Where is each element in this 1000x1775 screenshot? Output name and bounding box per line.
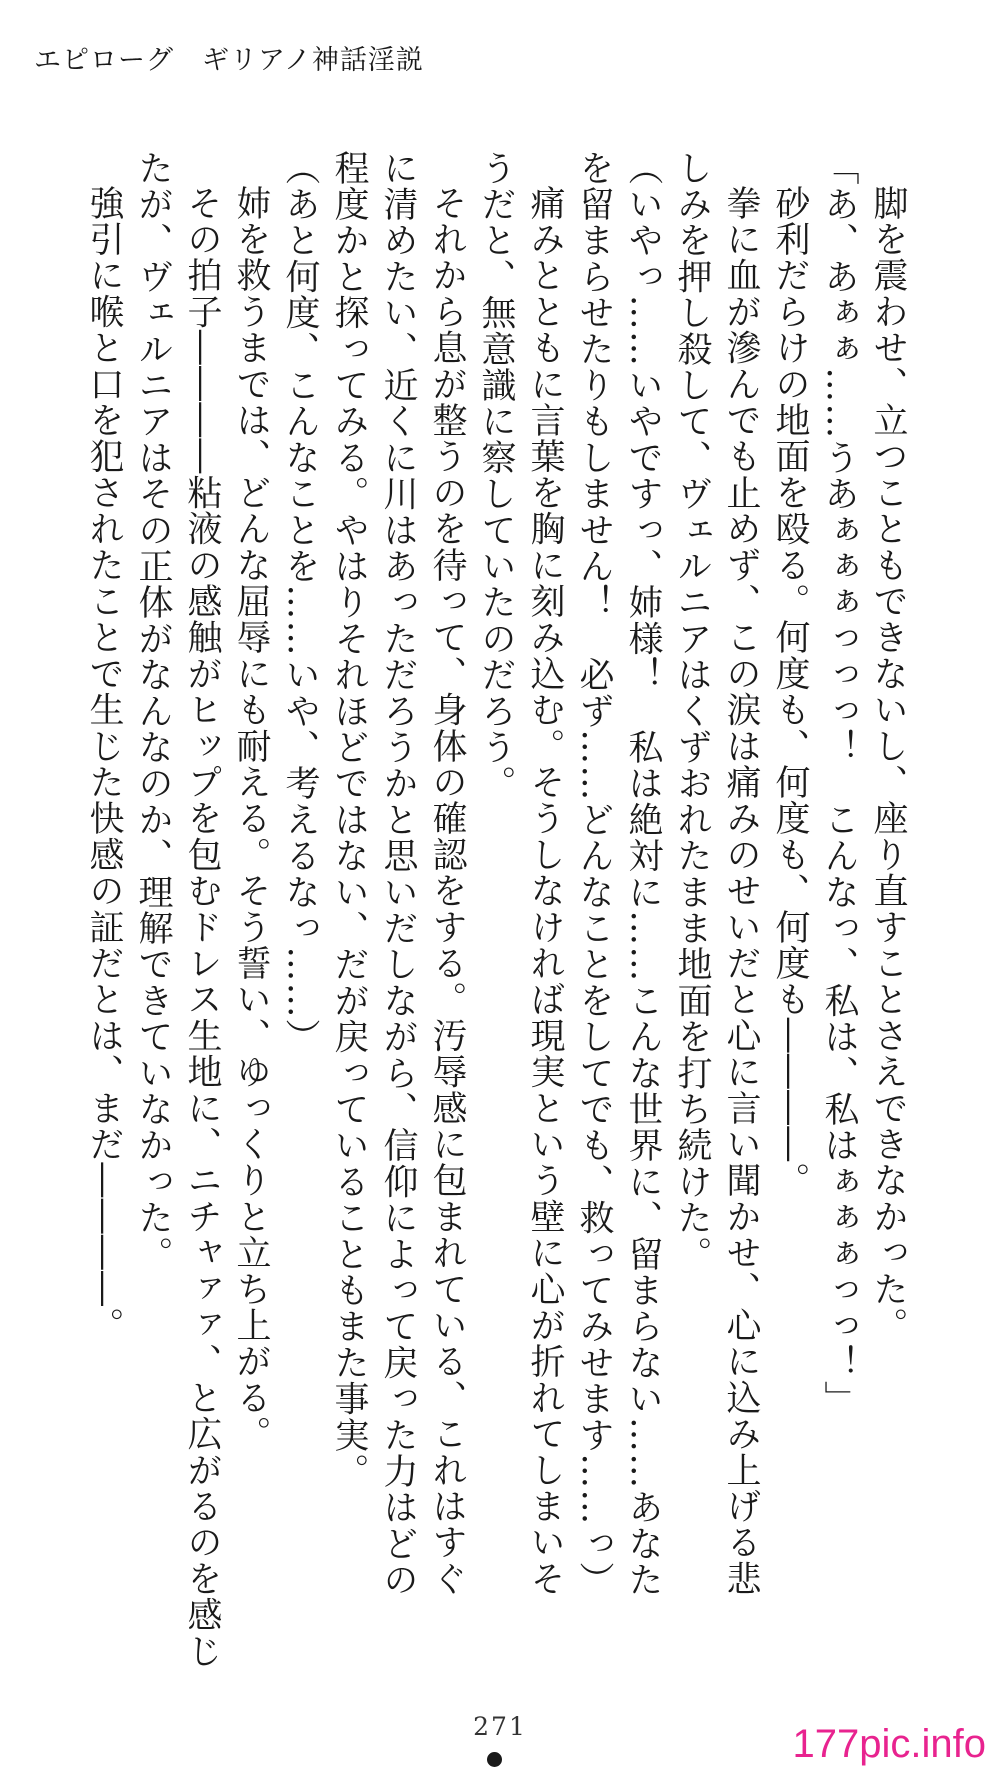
watermark: 177pic.info: [792, 1722, 986, 1766]
body-text: [79, 150, 912, 1670]
text-line: それから息が整うのを待って、身体の確認をする。汚辱感に包まれている、これはすぐ: [427, 185, 467, 1597]
text-line: 強引に喉と口を犯されたことで生じた快感の証だとは、まだ――――。: [84, 185, 124, 1344]
text-line: 砂利だらけの地面を殴る。何度も、何度も、何度も――――。: [770, 185, 810, 1199]
text-line: 程度かと探ってみる。やはりそれほどではない、だが戻っていることもまた事実。: [329, 150, 369, 1490]
text-line: 脚を震わせ、立つこともできないし、座り直すことさえできなかった。: [868, 185, 908, 1344]
page-number: 271: [473, 1712, 527, 1741]
text-line: 「あ、あぁぁ……うあぁぁぁっっっ！ こんなっ、私は、私はぁぁぁっっ！」: [819, 150, 859, 1417]
text-line: うだと、無意識に察していたのだろう。: [476, 150, 516, 802]
page-ornament-dot: [487, 1752, 502, 1767]
text-line: たが、ヴェルニアはその正体がなんなのか、理解できていなかった。: [133, 150, 173, 1273]
text-line: に清めたい、近くに川はあっただろうかと思いだしながら、信仰によって戻った力はどの: [378, 150, 418, 1598]
text-line: 痛みとともに言葉を胸に刻み込む。そうしなければ現実という壁に心が折れてしまいそ: [525, 185, 565, 1597]
text-line: を留まらせたりもしません！ 必ず……どんなことをしてでも、救ってみせます……っ）: [574, 150, 614, 1598]
running-header: エピローグ ギリアノ神話淫説: [34, 45, 424, 76]
text-line: 姉を救うまでは、どんな屈辱にも耐える。そう誓い、ゆっくりと立ち上がる。: [231, 185, 271, 1452]
text-line: その拍子――――粘液の感触がヒップを包むドレス生地に、ニチャァァ、と広がるのを感じ: [182, 185, 222, 1670]
text-line: （あと何度、こんなことを……いや、考えるなっ……）: [280, 150, 320, 1055]
text-line: しみを押し殺して、ヴェルニアはくずおれたまま地面を打ち続けた。: [672, 150, 712, 1273]
text-line: （いやっ……いやですっ、姉様！ 私は絶対に……こんな世界に、留まらない……あなた: [623, 150, 663, 1598]
text-line: 拳に血が滲んでも止めず、この涙は痛みのせいだと心に言い聞かせ、心に込み上げる悲: [721, 185, 761, 1597]
